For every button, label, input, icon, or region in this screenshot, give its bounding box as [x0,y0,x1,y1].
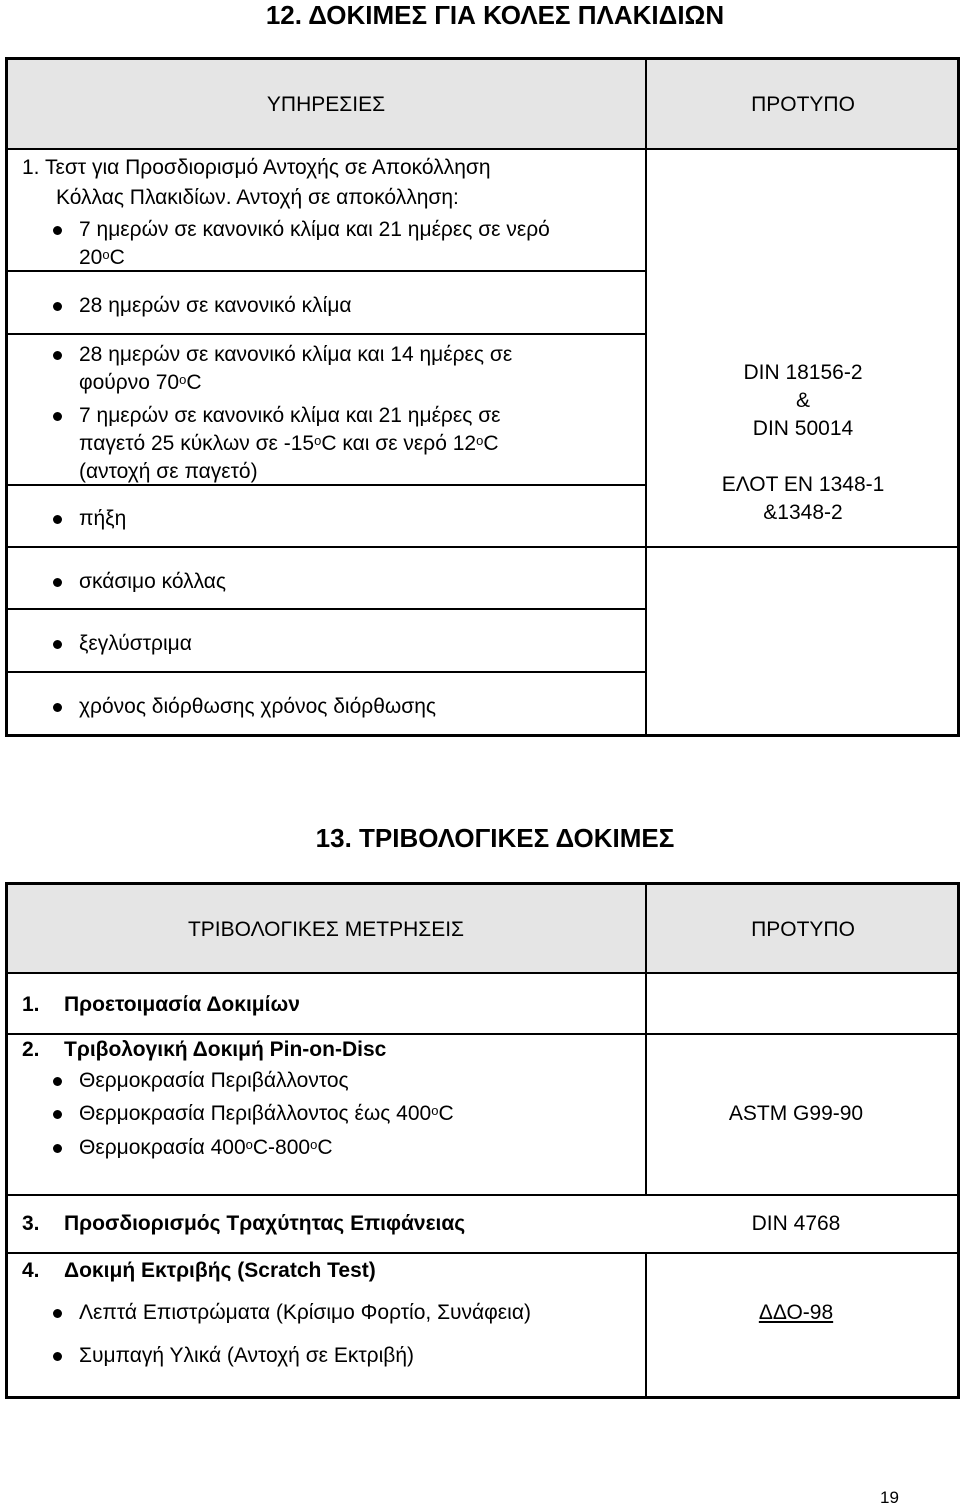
table-13-header-bottom [5,972,960,974]
col-standard-header: ΠΡΟΤΥΠΟ [751,918,855,941]
bullet-icon [53,578,62,587]
bullet-icon [53,351,62,360]
table-12-header-bottom [5,148,960,150]
bullet-icon [53,302,62,311]
item1-line1: 1. Τεστ για Προσδιορισμό Αντοχής σε Αποκόλληση [22,156,491,179]
table-13-border-bottom [5,1396,960,1399]
standard-ampersand: & [795,389,810,412]
list-item: 28 ημερών σε κανονικό κλίμα [79,294,352,317]
list-item-cont: παγετό 25 κύκλων σε -15$^o$C και σε νερό 12$^o$C [79,432,499,455]
list-item: χρόνος διόρθωσης χρόνος διόρθωσης [79,695,437,718]
col-services-header: ΥΠΗΡΕΣΙΕΣ [266,93,386,116]
row-divider [5,546,645,548]
list-item: πήξη [79,507,127,530]
list-item: Θερμοκρασία 400$^o$C-800$^o$C [79,1136,333,1159]
row-divider [5,1252,960,1254]
list-item: Θερμοκρασία Περιβάλλοντος [79,1069,349,1092]
list-item: ξεγλύστριμα [79,632,192,655]
row-number: 2. [22,1038,40,1061]
list-item: 7 ημερών σε κανονικό κλίμα και 21 ημέρες σε [79,404,501,427]
standard-din-50014: DIN 50014 [752,417,854,440]
standard-1348-2: &1348-2 [763,501,843,524]
col-measurements-header: ΤΡΙΒΟΛΟΓΙΚΕΣ ΜΕΤΡΗΣΕΙΣ [187,918,465,941]
row-divider [5,1194,960,1196]
row-divider [645,546,960,548]
standard-astm-g99: ASTM G99-90 [728,1102,864,1125]
row-divider [5,671,645,673]
item1-line2: Κόλλας Πλακιδίων. Αντοχή σε αποκόλληση: [56,186,459,209]
table-13-border-left [5,882,8,1399]
bullet-icon [53,640,62,649]
list-item: 7 ημερών σε κανονικό κλίμα και 21 ημέρες σε νερό [79,218,550,241]
bullet-icon [53,226,62,235]
list-item-cont: (αντοχή σε παγετό) [79,460,258,483]
table-12-border-left [5,57,8,737]
list-item: 28 ημερών σε κανονικό κλίμα και 14 ημέρες σε [79,343,513,366]
list-item: Συμπαγή Υλικά (Αντοχή σε Εκτριβή) [79,1344,415,1367]
row-number: 4. [22,1259,40,1282]
bullet-icon [53,1352,62,1361]
page-number: 19 [880,1488,899,1507]
row-label: Τριβολογική Δοκιμή Pin-on-Disc [64,1038,387,1061]
bullet-icon [53,1144,62,1153]
col-standard-header: ΠΡΟΤΥΠΟ [751,93,855,116]
row-label: Προσδιορισμός Τραχύτητας Επιφάνειας [64,1212,466,1235]
table-13-border-top [5,882,960,885]
list-item-cont: φούρνο 70$^o$C [79,371,202,394]
bullet-icon [53,515,62,524]
bullet-icon [53,412,62,421]
row-divider [5,1033,960,1035]
table-12-border-bottom [5,734,960,737]
section-13-title: 13. ΤΡΙΒΟΛΟΓΙΚΕΣ ΔΟΚΙΜΕΣ [315,823,675,853]
bullet-icon [53,1110,62,1119]
row-label: Δοκιμή Εκτριβής (Scratch Test) [64,1259,376,1282]
row-divider [5,608,645,610]
row-number: 3. [22,1212,40,1235]
row-number: 1. [22,993,40,1016]
section-12-title: 12. ΔΟΚΙΜΕΣ ΓΙΑ ΚΟΛΕΣ ΠΛΑΚΙΔΙΩΝ [265,0,725,30]
list-item: Θερμοκρασία Περιβάλλοντος έως 400$^o$C [79,1102,454,1125]
row-divider [5,333,645,335]
standard-ddo-98: ΔΔΟ-98 [758,1301,834,1324]
bullet-icon [53,1309,62,1318]
row-label: Προετοιμασία Δοκιμίων [64,993,300,1016]
bullet-icon [53,703,62,712]
list-item: σκάσιμο κόλλας [79,570,227,593]
table-12-border-top [5,57,960,60]
list-item: Λεπτά Επιστρώματα (Κρίσιμο Φορτίο, Συνάφεια) [79,1301,531,1324]
table-13-col-divider [645,882,647,1196]
standard-elot-1348-1: ΕΛΟΤ ΕΝ 1348-1 [721,473,885,496]
standard-din-18156: DIN 18156-2 [743,361,863,384]
bullet-icon [53,1077,62,1086]
list-item-cont: 20$^o$C [79,246,125,269]
standard-din-4768: DIN 4768 [751,1212,841,1235]
